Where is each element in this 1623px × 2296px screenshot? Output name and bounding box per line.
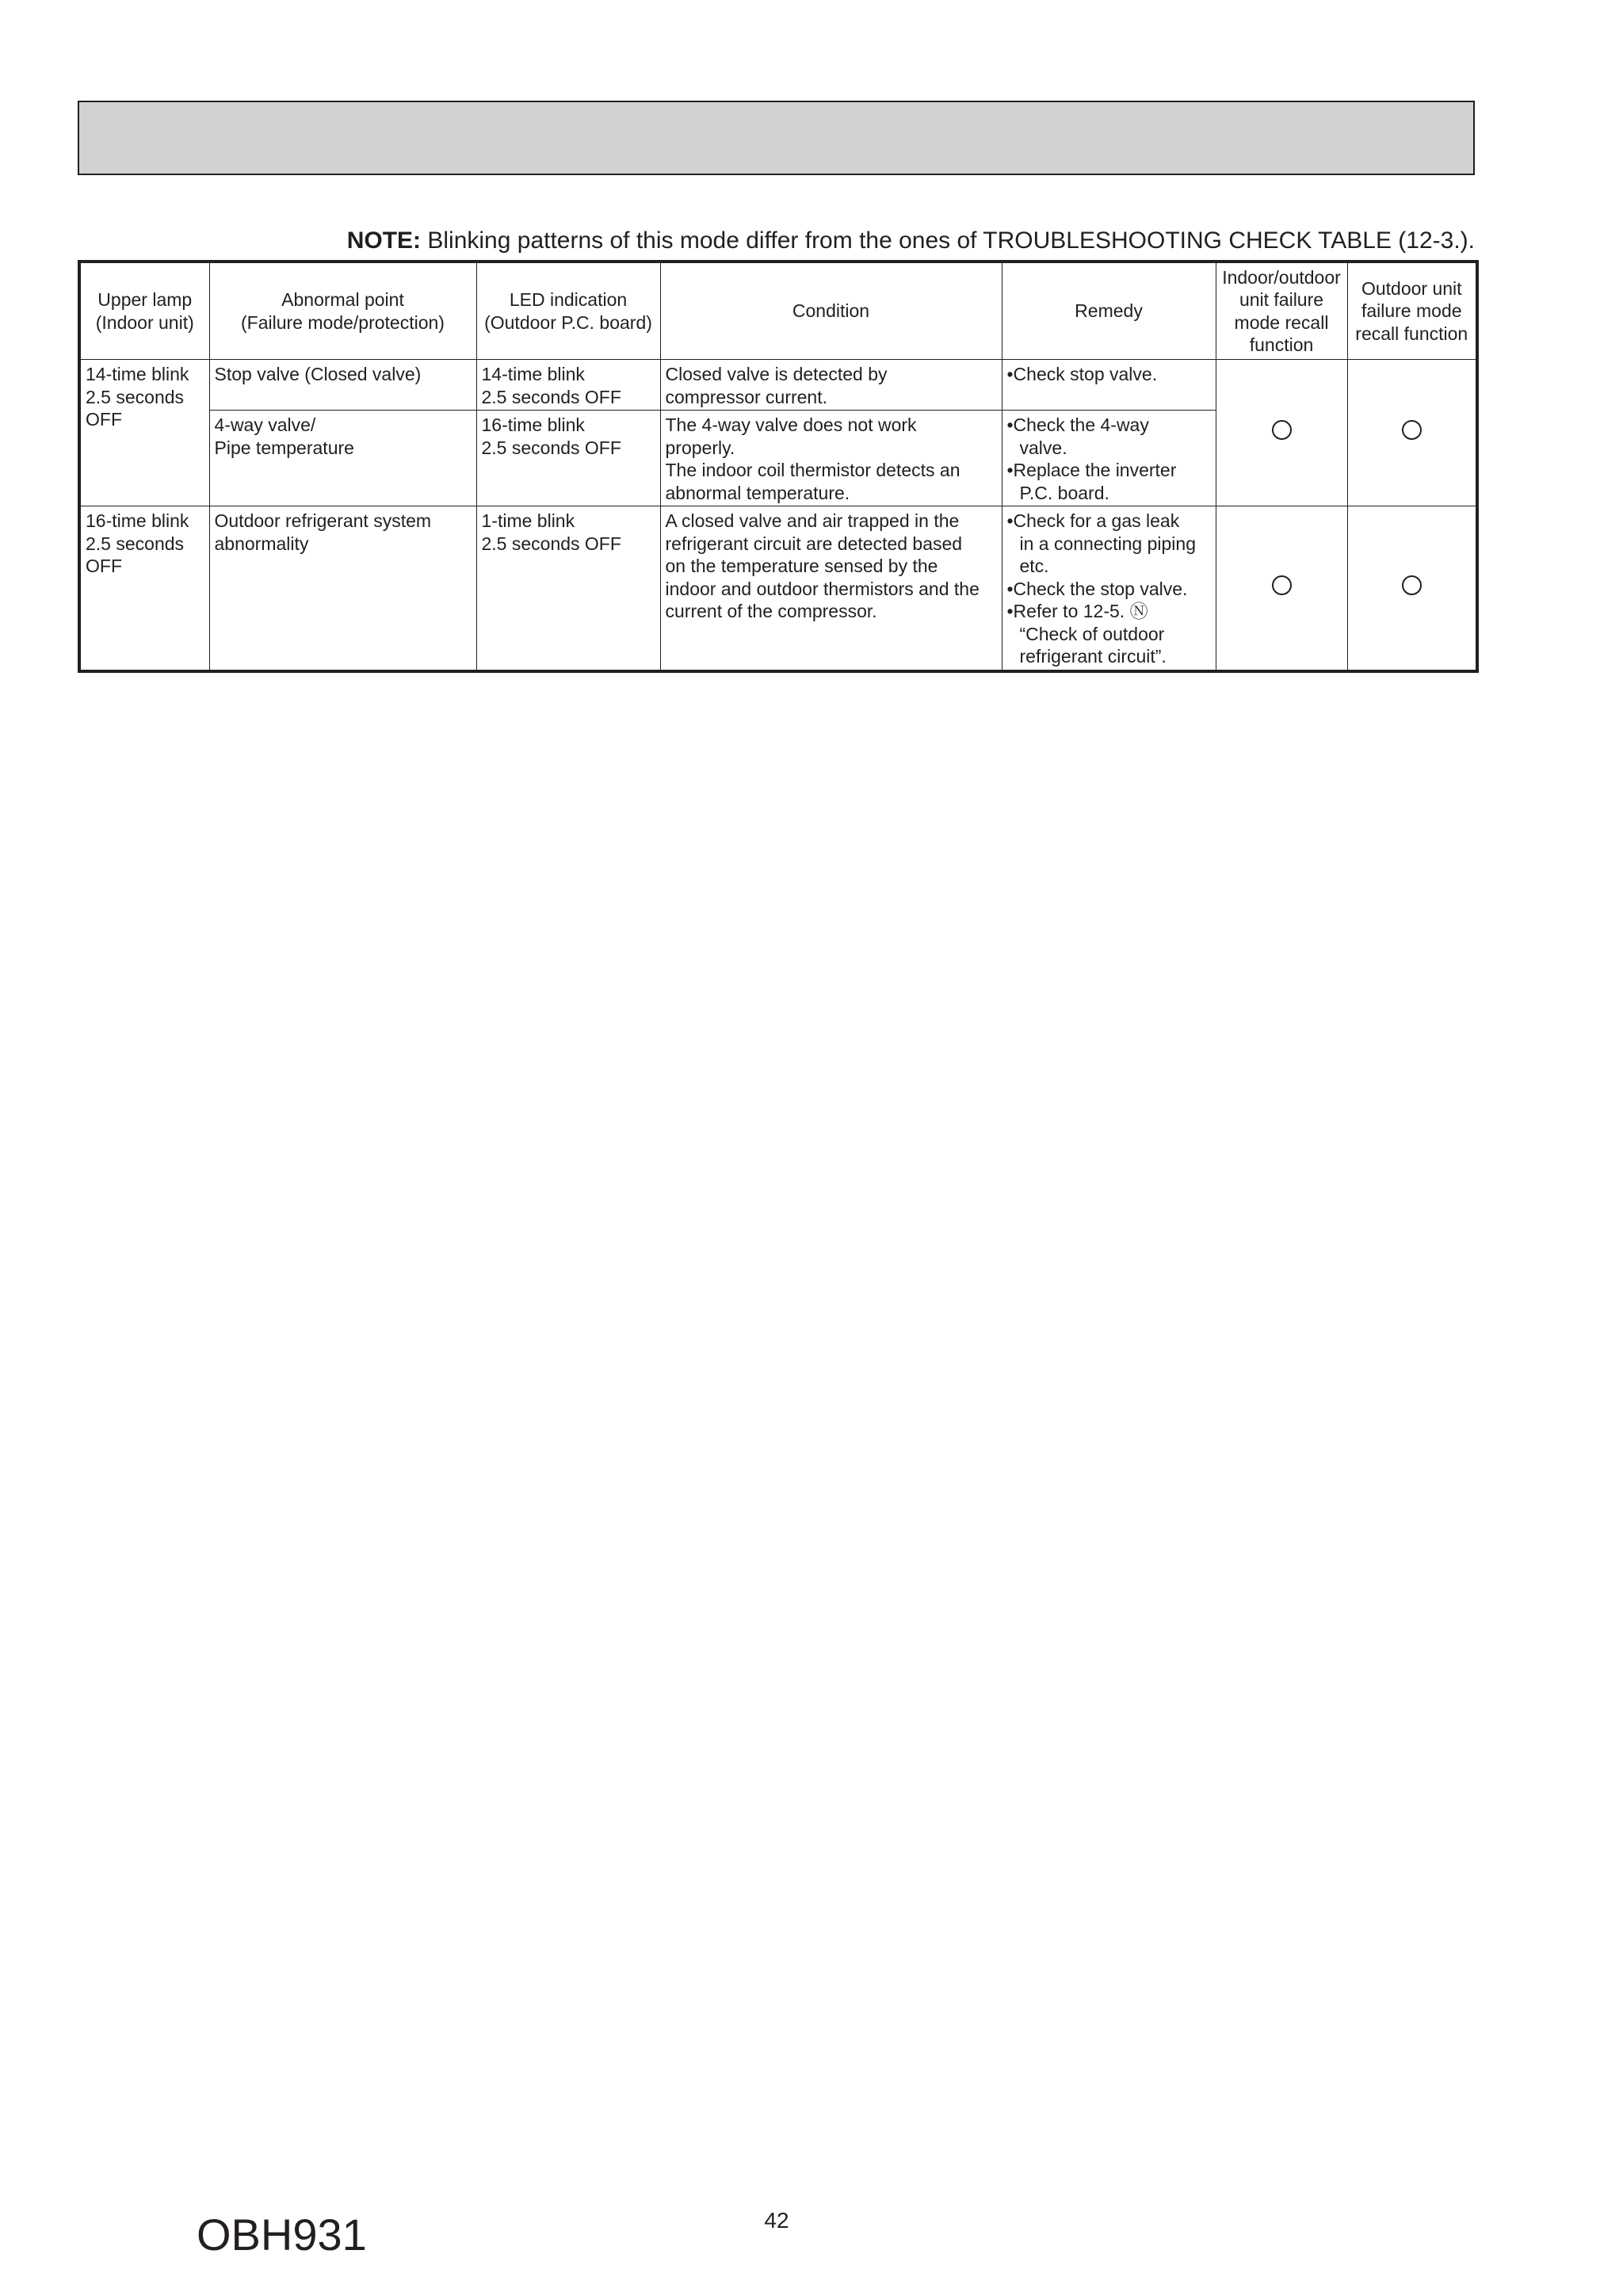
table-row xyxy=(79,506,1477,671)
led-indication-cell: 14-time blink 2.5 seconds OFF xyxy=(476,360,660,411)
section-header-bar xyxy=(78,101,1475,175)
header-abnormal-point: Abnormal point (Failure mode/protection) xyxy=(209,262,476,360)
header-indoor-outdoor-recall: Indoor/outdoor unit failure mode recall function xyxy=(1216,262,1347,360)
header-condition: Condition xyxy=(660,262,1002,360)
condition-cell: The 4-way valve does not work properly. The indoor coil thermistor detects an abnormal temperature. xyxy=(660,411,1002,506)
abnormal-point-cell: Stop valve (Closed valve) xyxy=(209,360,476,411)
remedy-cell: •Check stop valve. xyxy=(1002,360,1216,411)
note-text: Blinking patterns of this mode differ from the ones of TROUBLESHOOTING CHECK TABLE (12-3.). xyxy=(421,227,1475,254)
led-indication-cell: 1-time blink 2.5 seconds OFF xyxy=(476,506,660,671)
remedy-cell: •Check for a gas leak in a connecting piping etc. •Check the stop valve. •Refer to 12-5. Ⓝ “Check of outdoor refrigerant circuit”. xyxy=(1002,506,1216,671)
model-code: OBH931 xyxy=(197,2210,367,2260)
condition-cell: Closed valve is detected by compressor current. xyxy=(660,360,1002,411)
circle-mark-icon xyxy=(1272,575,1292,595)
header-outdoor-recall: Outdoor unit failure mode recall function xyxy=(1347,262,1477,360)
remedy-cell: •Check the 4-way valve. •Replace the inverter P.C. board. xyxy=(1002,411,1216,506)
note-line xyxy=(78,227,1475,255)
outdoor-recall-cell xyxy=(1347,506,1477,671)
note-label: NOTE: xyxy=(346,227,422,254)
header-upper-lamp: Upper lamp (Indoor unit) xyxy=(79,262,209,360)
abnormal-point-cell: 4-way valve/ Pipe temperature xyxy=(209,411,476,506)
upper-lamp-cell: 14-time blink 2.5 seconds OFF xyxy=(79,360,209,506)
troubleshooting-table xyxy=(78,260,1479,673)
header-remedy: Remedy xyxy=(1002,262,1216,360)
circle-mark-icon xyxy=(1402,420,1422,440)
led-indication-cell: 16-time blink 2.5 seconds OFF xyxy=(476,411,660,506)
page-number: 42 xyxy=(764,2208,789,2233)
table-row xyxy=(79,360,1477,411)
indoor-outdoor-recall-cell xyxy=(1216,360,1347,506)
condition-cell: A closed valve and air trapped in the refrigerant circuit are detected based on the temperature sensed by the indoor and outdoor thermistors and the current of the compressor. xyxy=(660,506,1002,671)
upper-lamp-cell: 16-time blink 2.5 seconds OFF xyxy=(79,506,209,671)
header-led-indication: LED indication (Outdoor P.C. board) xyxy=(476,262,660,360)
abnormal-point-cell: Outdoor refrigerant system abnormality xyxy=(209,506,476,671)
circle-mark-icon xyxy=(1272,420,1292,440)
outdoor-recall-cell xyxy=(1347,360,1477,506)
indoor-outdoor-recall-cell xyxy=(1216,506,1347,671)
table-header-row xyxy=(79,262,1477,360)
circle-mark-icon xyxy=(1402,575,1422,595)
